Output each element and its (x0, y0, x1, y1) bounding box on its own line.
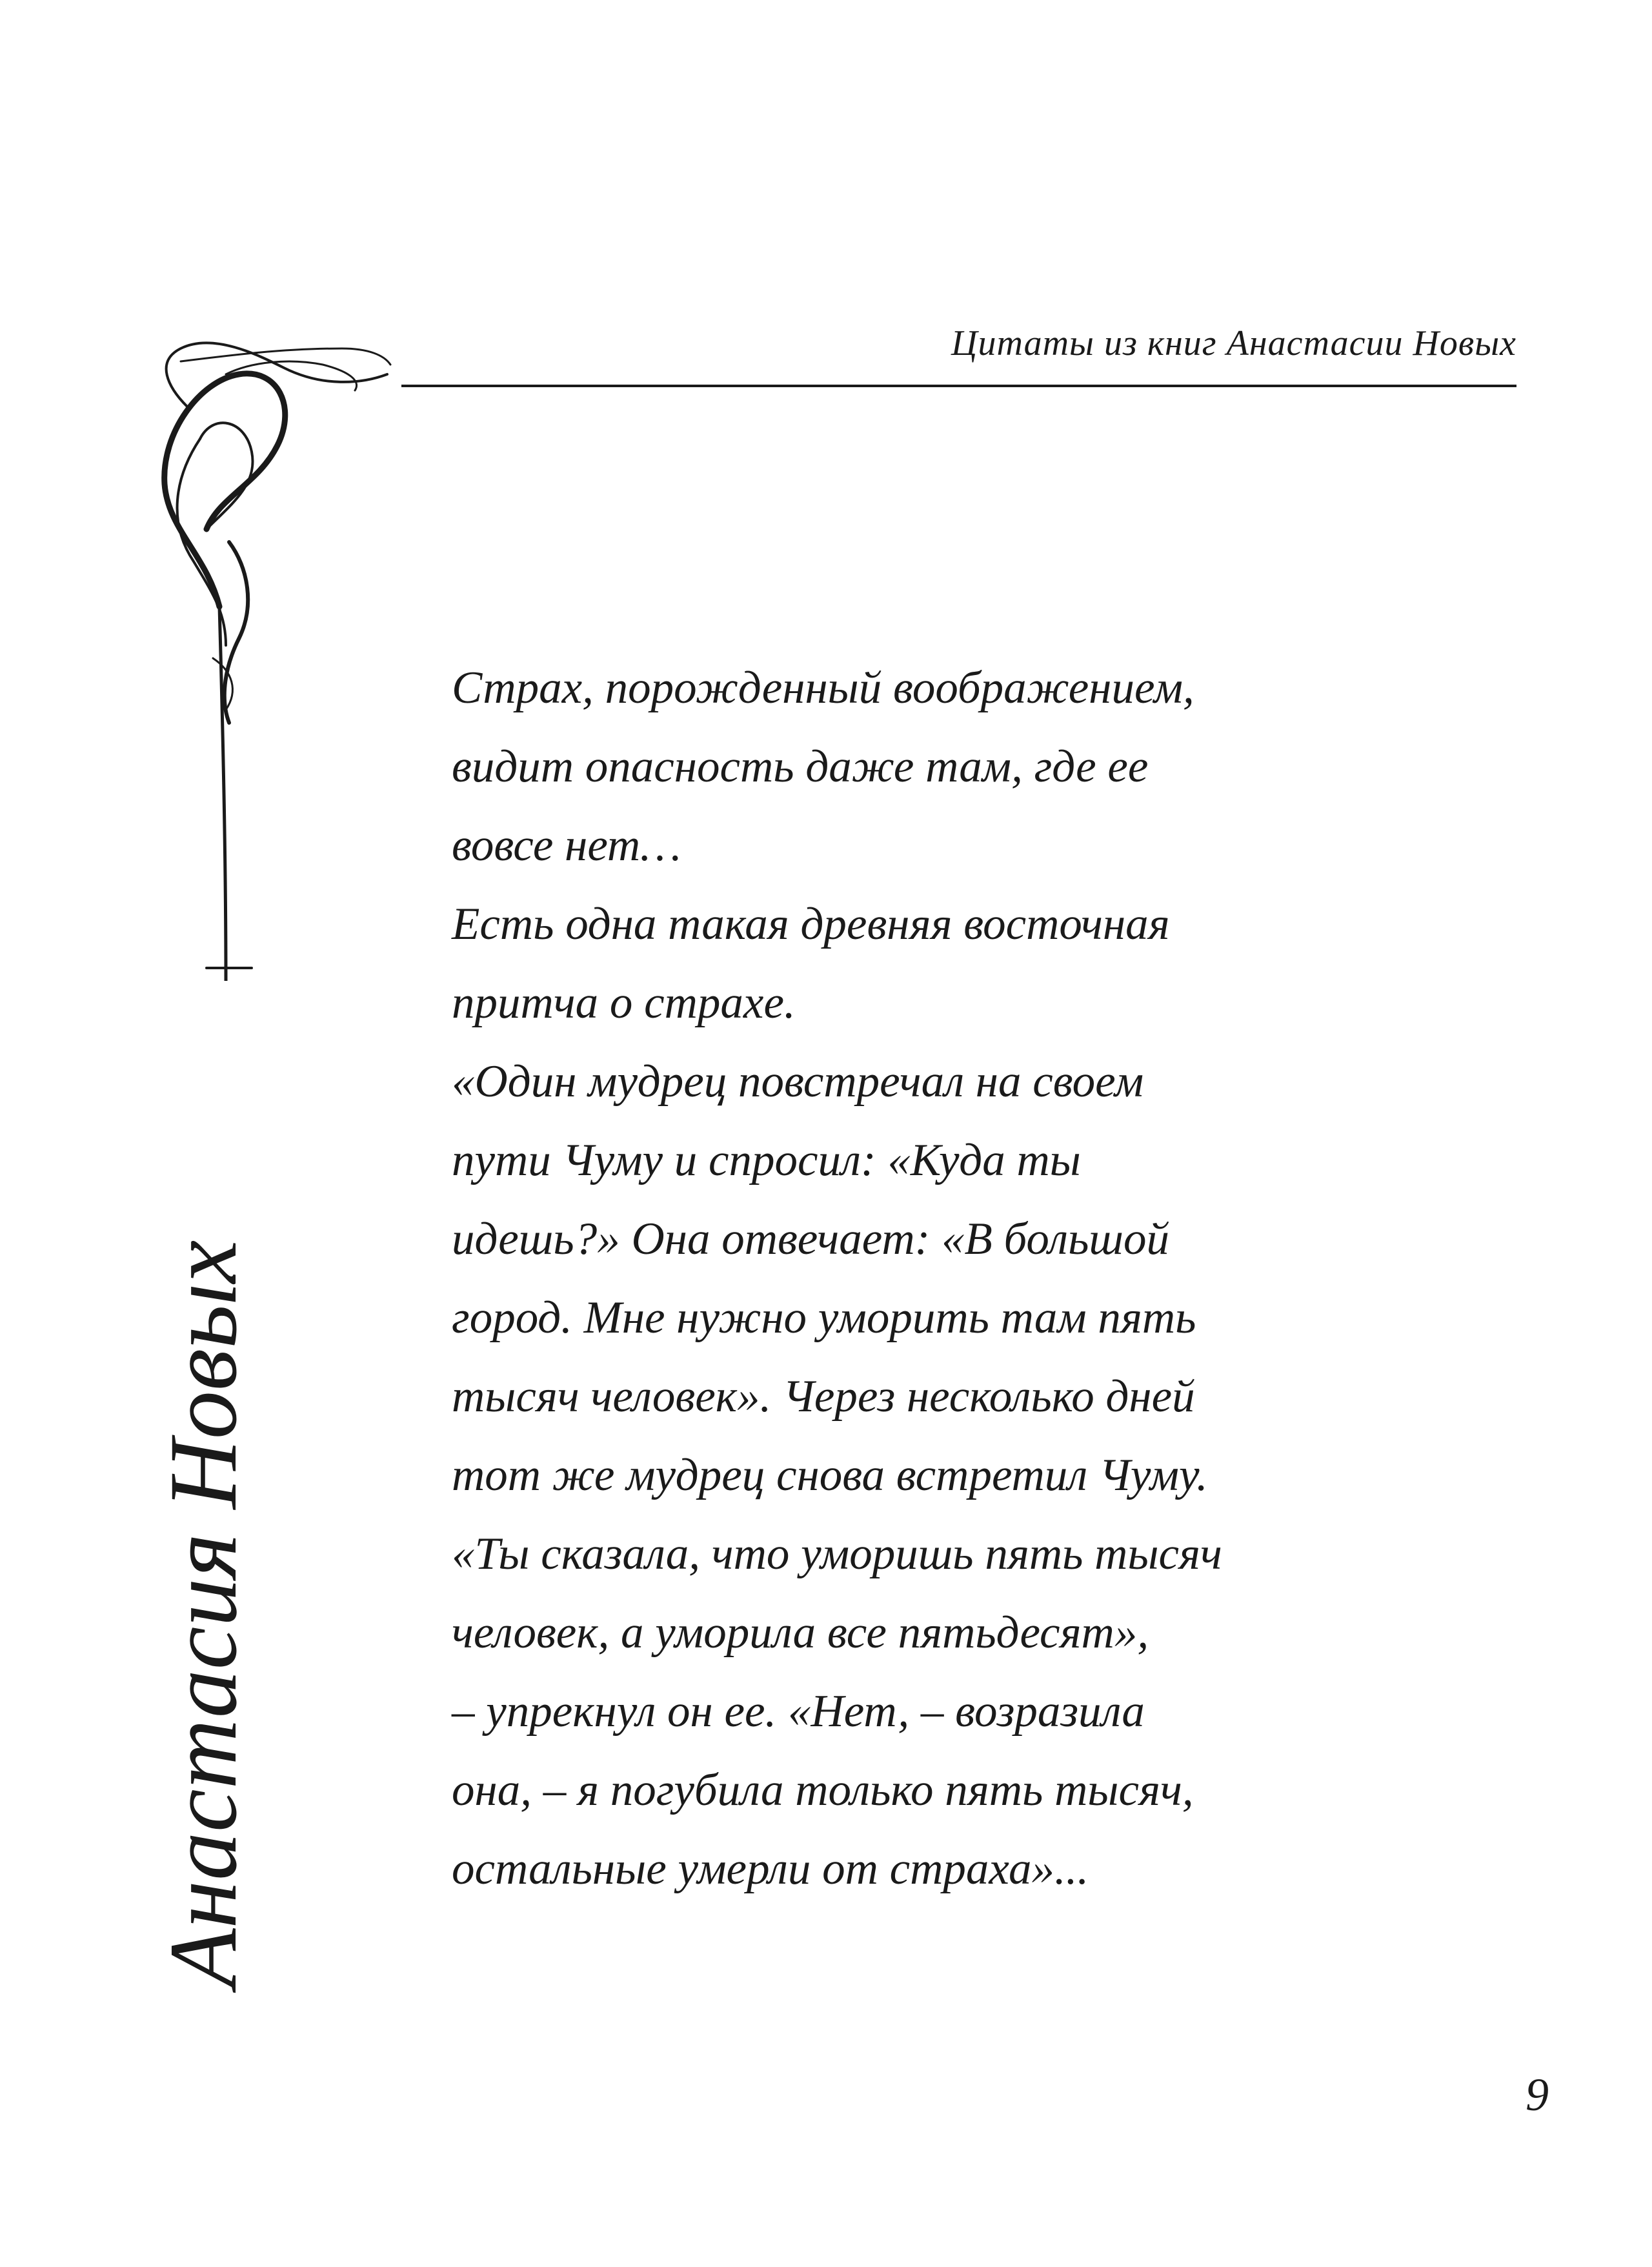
quote-line: – упрекнул он ее. «Нет, – возразила (452, 1686, 1145, 1737)
quote-line: вовсе нет… (452, 820, 681, 871)
running-header: Цитаты из книг Анастасии Новых (951, 323, 1516, 363)
quote-line: тот же мудрец снова встретил Чуму. (452, 1450, 1208, 1500)
quote-line: «Один мудрец повстречал на своем (452, 1056, 1144, 1107)
quote-line: притча о страхе. (452, 978, 796, 1028)
quote-text (452, 649, 1342, 1908)
quote-line: Страх, порожденный воображением, (452, 663, 1194, 713)
quote-line: видит опасность даже там, где ее (452, 741, 1149, 792)
author-vertical-title: Анастасия Новых (150, 1240, 257, 1988)
quote-line: Есть одна такая древняя восточная (452, 899, 1170, 949)
quote-line: идешь?» Она отвечает: «В большой (452, 1214, 1169, 1264)
page-number: 9 (1526, 2069, 1549, 2121)
quote-line: тысяч человек». Через несколько дней (452, 1371, 1195, 1422)
quote-line: «Ты сказала, что уморишь пять тысяч (452, 1529, 1222, 1579)
quote-line: город. Мне нужно уморить там пять (452, 1293, 1196, 1343)
quote-line: остальные умерли от страха»... (452, 1844, 1089, 1894)
quote-line: человек, а уморила все пятьдесят», (452, 1607, 1149, 1658)
quote-line: пути Чуму и спросил: «Куда ты (452, 1135, 1081, 1185)
quote-line: она, – я погубила только пять тысяч, (452, 1765, 1194, 1815)
header-divider (401, 385, 1516, 387)
calligraphic-flourish-icon (129, 336, 400, 981)
